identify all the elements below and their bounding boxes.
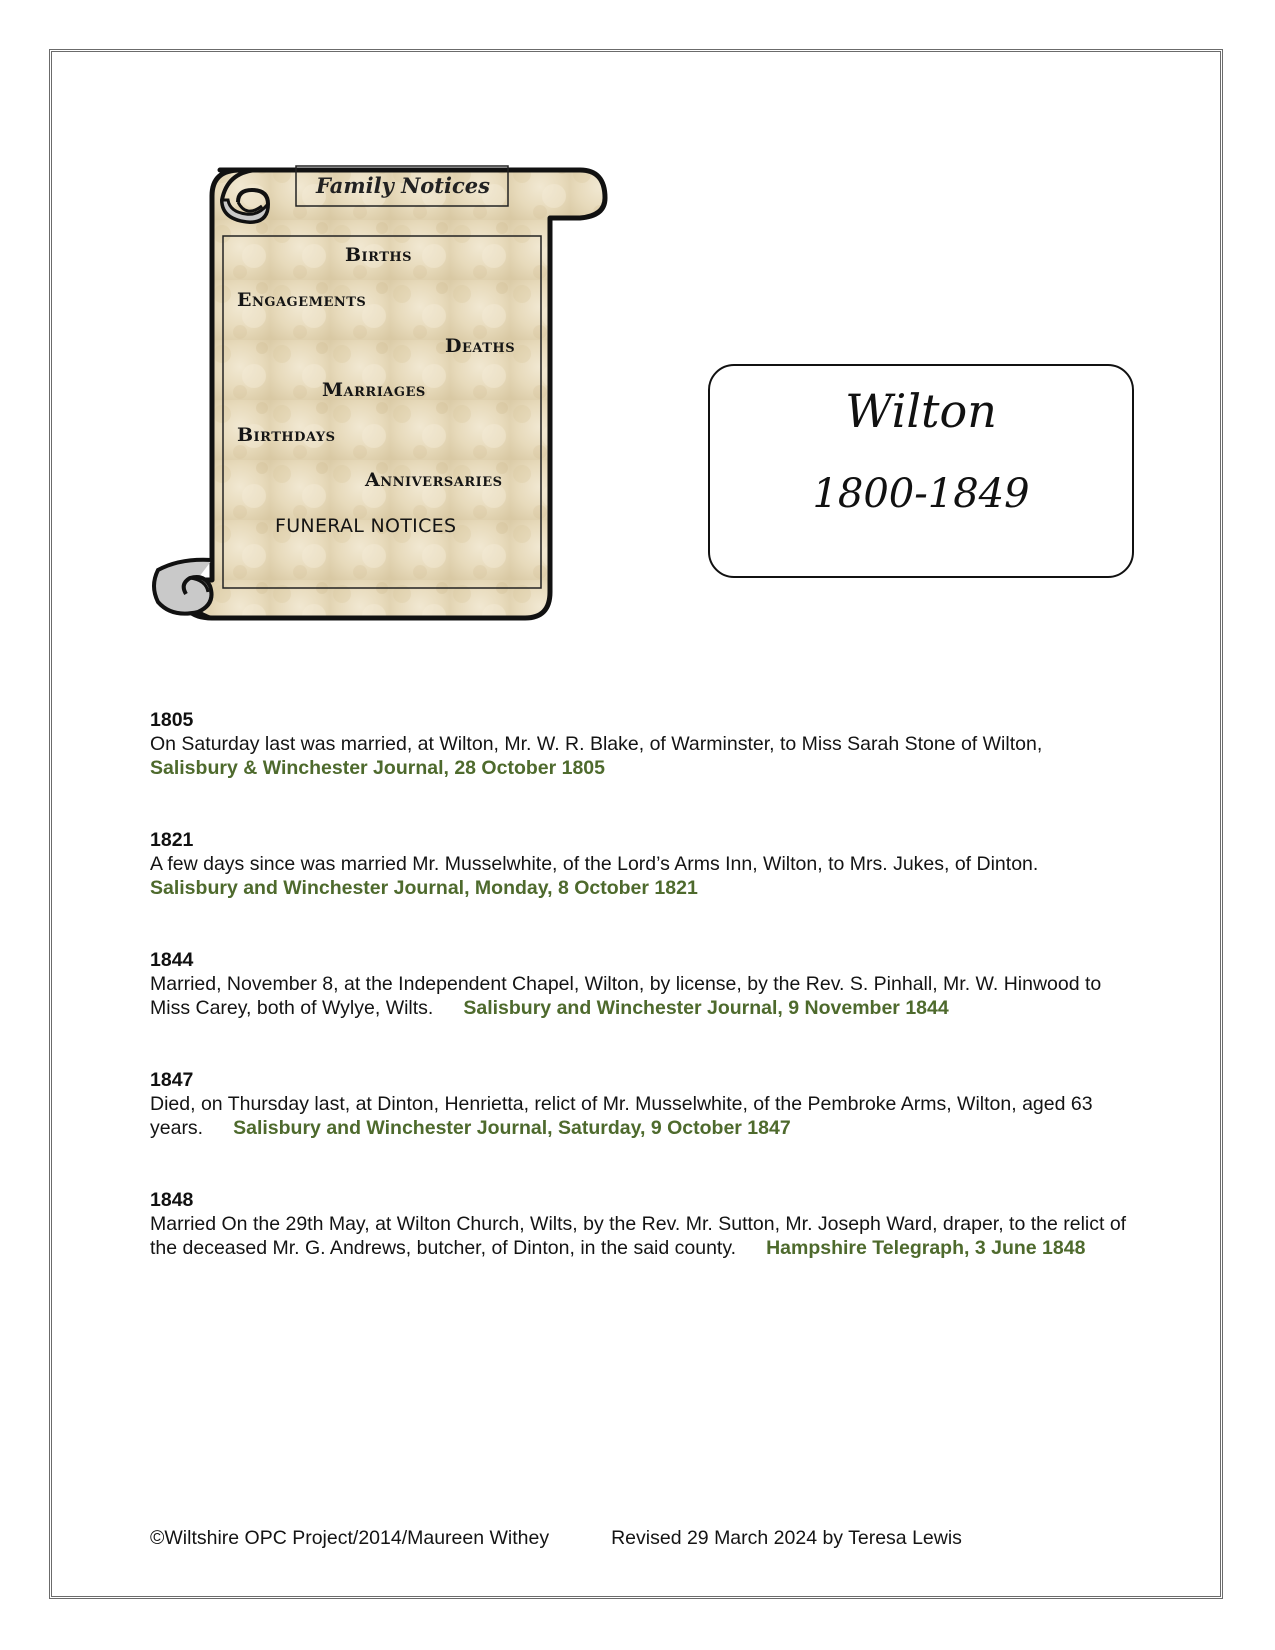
- title-box: [708, 364, 1134, 578]
- entry-text: On Saturday last was married, at Wilton, Mr. W. R. Blake, of Warminster, to Miss Sarah Stone of Wilton,: [150, 733, 1043, 755]
- entry-year: 1848: [150, 1189, 194, 1211]
- notice-entry: [150, 828, 1140, 900]
- entry-source: Salisbury and Winchester Journal, Saturday, 9 October 1847: [233, 1117, 791, 1139]
- entry-source: Salisbury & Winchester Journal, 28 October 1805: [150, 757, 605, 779]
- notice-type-marriages: Marriages: [322, 379, 426, 401]
- notice-type-funeral-notices: FUNERAL NOTICES: [275, 515, 457, 537]
- footer-copyright: ©Wiltshire OPC Project/2014/Maureen Withey: [150, 1527, 550, 1549]
- entry-text: Married, November 8, at the Independent Chapel, Wilton, by license, by the Rev. S. Pinhall, Mr. W. Hinwood to Miss Carey, both of Wylye, Wilts.: [150, 973, 1102, 1019]
- entry-year: 1844: [150, 949, 194, 971]
- entry-year: 1847: [150, 1069, 194, 1091]
- entry-year: 1805: [150, 709, 194, 731]
- entry-source: Salisbury and Winchester Journal, 9 November 1844: [463, 997, 949, 1019]
- entry-year: 1821: [150, 829, 194, 851]
- notice-type-birthdays: Birthdays: [237, 424, 336, 446]
- scroll-illustration: [150, 160, 650, 660]
- notice-entry: [150, 948, 1140, 1020]
- notice-type-deaths: Deaths: [445, 335, 516, 357]
- notice-entries: [150, 708, 1140, 1260]
- entry-source: Hampshire Telegraph, 3 June 1848: [766, 1237, 1086, 1259]
- place-name: Wilton: [845, 384, 997, 438]
- notice-entry: [150, 708, 1140, 780]
- entry-text: Died, on Thursday last, at Dinton, Henrietta, relict of Mr. Musselwhite, of the Pembroke Arms, Wilton, aged 63 years.: [150, 1093, 1093, 1139]
- entry-text: A few days since was married Mr. Musselwhite, of the Lord’s Arms Inn, Wilton, to Mrs. Jukes, of Dinton.: [150, 853, 1039, 875]
- scroll-title: Family Notices: [316, 173, 490, 198]
- entry-source: Salisbury and Winchester Journal, Monday, 8 October 1821: [150, 877, 698, 899]
- entry-text: Married On the 29th May, at Wilton Church, Wilts, by the Rev. Mr. Sutton, Mr. Joseph Ward, draper, to the relict of the deceased Mr. G. Andrews, butcher, of Dinton, in the said county.: [150, 1213, 1127, 1259]
- notice-type-anniversaries: Anniversaries: [365, 469, 503, 491]
- footer-revised: Revised 29 March 2024 by Teresa Lewis: [611, 1527, 962, 1549]
- page-footer: [150, 1527, 962, 1550]
- family-notices-scroll: [150, 160, 650, 660]
- notice-type-engagements: Engagements: [237, 289, 367, 311]
- notice-entry: [150, 1068, 1140, 1140]
- date-range: 1800-1849: [812, 471, 1030, 517]
- notice-type-births: Births: [345, 244, 413, 266]
- notice-entry: [150, 1188, 1140, 1260]
